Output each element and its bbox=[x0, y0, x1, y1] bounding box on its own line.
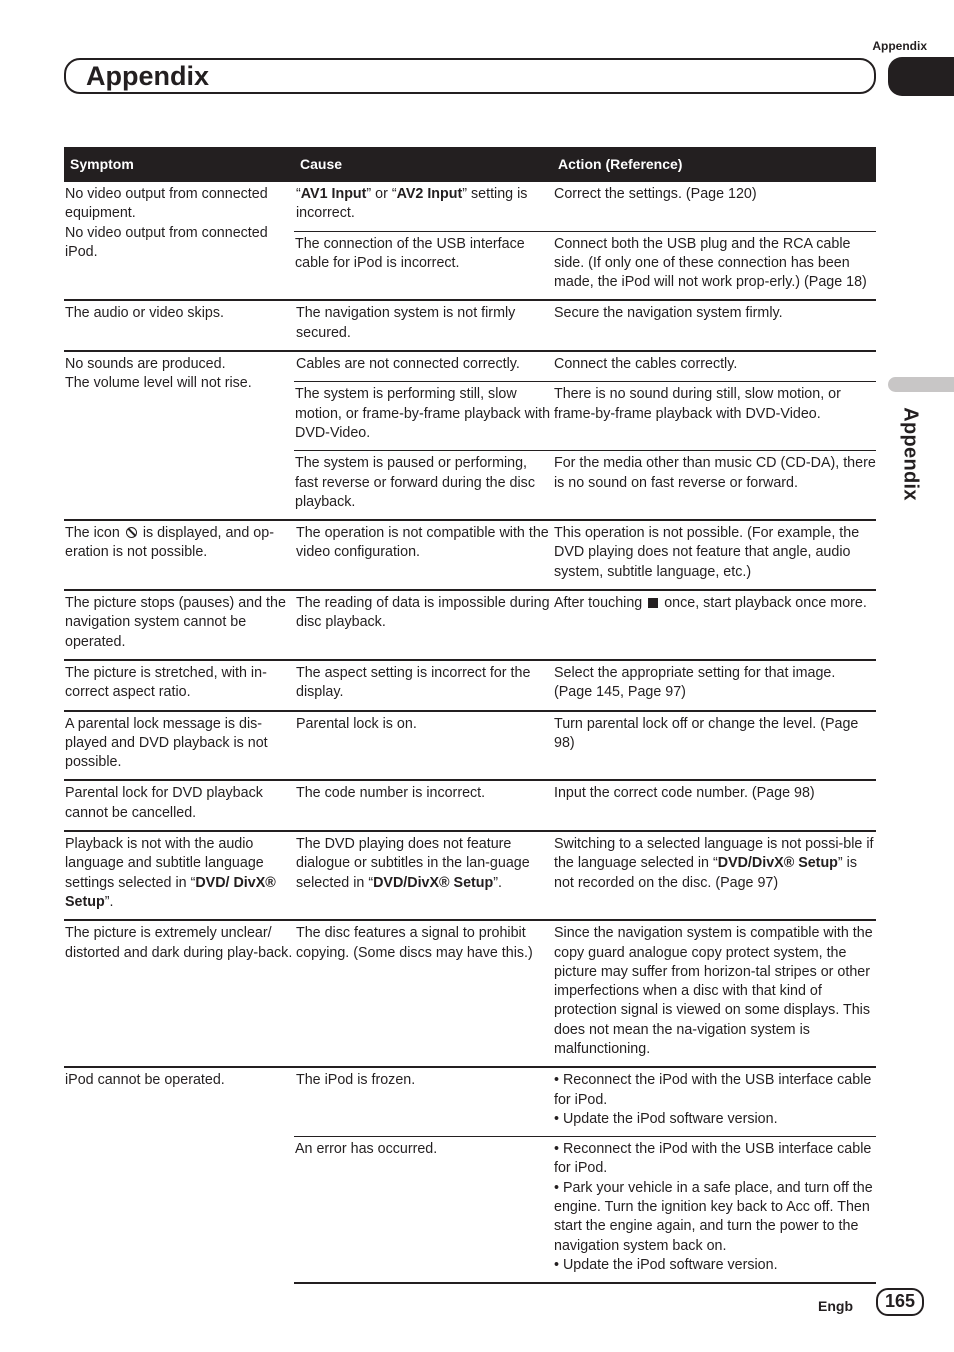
symptom-cell: iPod cannot be operated. bbox=[64, 1067, 294, 1283]
action-cell: Connect the cables correctly. bbox=[552, 351, 876, 382]
cause-cell: The aspect setting is incorrect for the display. bbox=[294, 660, 552, 711]
setting-name: AV1 Input bbox=[300, 186, 367, 202]
setting-name: AV2 Input bbox=[396, 186, 463, 202]
table-row bbox=[64, 1067, 876, 1136]
symptom-cell: A parental lock message is dis-played and DVD playback is not possible. bbox=[64, 711, 294, 781]
symptom-cell: The picture is extremely unclear/ distorted and dark during play-back. bbox=[64, 920, 294, 1067]
column-header-action: Action (Reference) bbox=[552, 147, 876, 181]
action-cell: After touching once, start playback once more. bbox=[552, 590, 876, 660]
symptom-cell bbox=[64, 351, 294, 520]
cause-cell: The system is performing still, slow motion, or frame-by-frame playback with DVD-Video. bbox=[294, 382, 552, 451]
action-bullet: • Reconnect the iPod with the USB interface cable for iPod. bbox=[554, 1072, 872, 1108]
running-header: Appendix bbox=[872, 39, 927, 53]
symptom-cell: The icon is displayed, and op-eration is not possible. bbox=[64, 520, 294, 590]
symptom-cell: The picture is stretched, with in-correct aspect ratio. bbox=[64, 660, 294, 711]
symptom-cell: The audio or video skips. bbox=[64, 300, 294, 351]
action-cell: Secure the navigation system firmly. bbox=[552, 300, 876, 351]
table-row bbox=[64, 351, 876, 382]
troubleshooting-table bbox=[64, 147, 876, 1284]
cause-cell: The system is paused or performing, fast reverse or forward during the disc playback. bbox=[294, 451, 552, 520]
action-bullet: • Park your vehicle in a safe place, and turn off the engine. Turn the ignition key back to Acc off. Then start the engine again, and turn the power to the navigation system back on. bbox=[554, 1179, 873, 1254]
table-row bbox=[64, 520, 876, 590]
symptom-cell: Parental lock for DVD playback cannot be cancelled. bbox=[64, 780, 294, 831]
table-row bbox=[64, 590, 876, 660]
cause-cell: The operation is not compatible with the video configuration. bbox=[294, 520, 552, 590]
action-bullet: • Reconnect the iPod with the USB interface cable for iPod. bbox=[554, 1141, 872, 1177]
prohibited-icon bbox=[126, 527, 137, 538]
symptom-cell: Playback is not with the audio language and subtitle language settings selected in “DVD/ DivX® Setup”. bbox=[64, 831, 294, 920]
setting-name: DVD/ DivX® Setup bbox=[65, 874, 276, 910]
side-tab-label bbox=[898, 398, 922, 510]
cause-cell: The reading of data is impossible during disc playback. bbox=[294, 590, 552, 660]
column-header-cause: Cause bbox=[294, 147, 552, 181]
cause-cell: Parental lock is on. bbox=[294, 711, 552, 781]
action-cell: Since the navigation system is compatible with the copy guard analogue copy protect system, the picture may suffer from horizon-tal stripes or other imperfections when a disc with that kind of protection signal is viewed on some displays. This does not mean the na-vigation system is malfunctioning. bbox=[552, 920, 876, 1067]
cause-cell: The disc features a signal to prohibit copying. (Some discs may have this.) bbox=[294, 920, 552, 1067]
action-cell bbox=[552, 1067, 876, 1136]
language-code: Engb bbox=[818, 1298, 853, 1314]
action-cell: Select the appropriate setting for that image. (Page 145, Page 97) bbox=[552, 660, 876, 711]
table-header-row bbox=[64, 147, 876, 181]
cause-cell: The code number is incorrect. bbox=[294, 780, 552, 831]
action-cell: Switching to a selected language is not possi-ble if the language selected in “DVD/DivX® Setup” is not recorded on the disc. (Page 97) bbox=[552, 831, 876, 920]
symptom-text: No sounds are produced. bbox=[65, 356, 226, 373]
table-row bbox=[64, 711, 876, 781]
symptom-cell: The picture stops (pauses) and the navigation system cannot be operated. bbox=[64, 590, 294, 660]
symptom-text: No video output from connected equipment. bbox=[65, 186, 268, 222]
setting-name: DVD/DivX® Setup bbox=[717, 855, 838, 872]
table-row bbox=[64, 831, 876, 920]
chapter-index-tab bbox=[888, 377, 954, 392]
symptom-text: No video output from connected iPod. bbox=[65, 224, 268, 260]
action-cell: Input the correct code number. (Page 98) bbox=[552, 780, 876, 831]
cause-cell: The iPod is frozen. bbox=[294, 1067, 552, 1136]
table-row bbox=[64, 780, 876, 831]
column-header-symptom: Symptom bbox=[64, 147, 294, 181]
symptom-cell bbox=[64, 181, 294, 300]
page-number: 165 bbox=[876, 1288, 924, 1316]
cause-cell: An error has occurred. bbox=[294, 1137, 552, 1284]
action-cell: Correct the settings. (Page 120) bbox=[552, 181, 876, 231]
action-cell: There is no sound during still, slow motion, or frame-by-frame playback with DVD-Video. bbox=[552, 382, 876, 451]
cause-cell: The connection of the USB interface cable for iPod is incorrect. bbox=[294, 231, 552, 300]
action-cell bbox=[552, 1137, 876, 1284]
cause-cell: The DVD playing does not feature dialogue or subtitles in the lan-guage selected in “DVD/DivX® Setup”. bbox=[294, 831, 552, 920]
action-cell: Turn parental lock off or change the level. (Page 98) bbox=[552, 711, 876, 781]
symptom-text: The volume level will not rise. bbox=[65, 375, 252, 392]
cause-cell: The navigation system is not firmly secured. bbox=[294, 300, 552, 351]
stop-icon bbox=[648, 598, 658, 608]
action-cell: For the media other than music CD (CD-DA), there is no sound on fast reverse or forward. bbox=[552, 451, 876, 520]
page-title: Appendix bbox=[86, 61, 210, 91]
setting-name: DVD/DivX® Setup bbox=[373, 874, 494, 891]
section-marker-tab bbox=[888, 57, 954, 96]
cause-cell: Cables are not connected correctly. bbox=[294, 351, 552, 382]
section-title-box bbox=[64, 58, 876, 94]
table-row bbox=[64, 181, 876, 231]
action-cell: Connect both the USB plug and the RCA cable side. (If only one of these connection has been made, the iPod will not work prop-erly.) (Page 18) bbox=[552, 231, 876, 300]
side-tab-text: Appendix bbox=[899, 407, 922, 501]
action-cell: This operation is not possible. (For example, the DVD playing does not feature that angle, audio system, subtitle language, etc.) bbox=[552, 520, 876, 590]
action-bullet: • Update the iPod software version. bbox=[554, 1256, 778, 1273]
cause-cell: “AV1 Input” or “AV2 Input” setting is incorrect. bbox=[294, 181, 552, 231]
table-row bbox=[64, 300, 876, 351]
table-row bbox=[64, 660, 876, 711]
action-bullet: • Update the iPod software version. bbox=[554, 1110, 778, 1127]
table-row bbox=[64, 920, 876, 1067]
